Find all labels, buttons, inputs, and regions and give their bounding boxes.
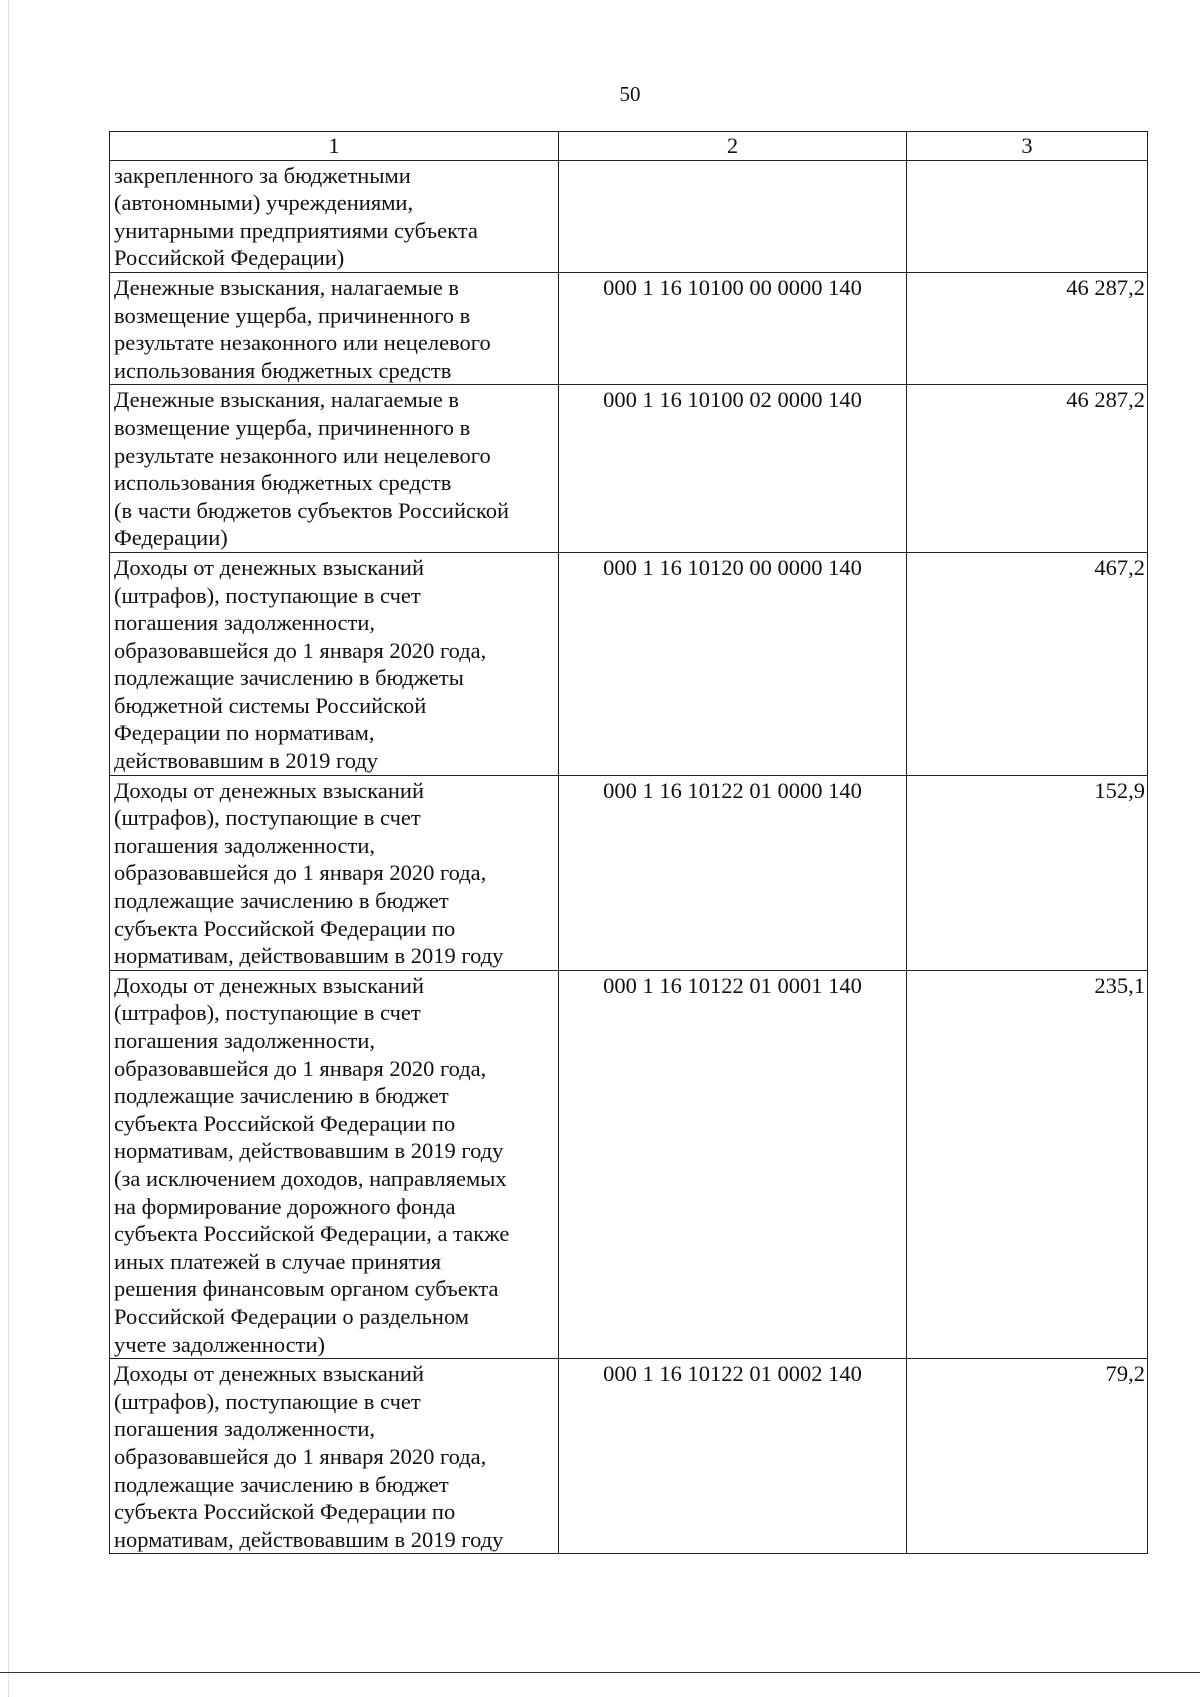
budget-code-cell: 000 1 16 10120 00 0000 140 — [559, 552, 907, 775]
budget-code-cell: 000 1 16 10122 01 0000 140 — [559, 775, 907, 970]
amount-cell: 46 287,2 — [907, 272, 1148, 384]
revenue-name-cell: Доходы от денежных взысканий (штрафов), поступающие в счет погашения задолженности, образовавшейся до 1 января 2020 года, подлежащие зачислению в бюджет субъекта Российской Федерации по нормативам, действовавшим в 2019 году — [110, 775, 559, 970]
table-row — [110, 160, 1148, 272]
column-header-code: 2 — [559, 132, 907, 161]
budget-code-cell: 000 1 16 10122 01 0001 140 — [559, 970, 907, 1358]
table-row — [110, 970, 1148, 1358]
amount-cell: 152,9 — [907, 775, 1148, 970]
header-row — [110, 132, 1148, 161]
budget-code-cell — [559, 160, 907, 272]
scan-edge-shadow — [8, 0, 9, 1697]
table-row — [110, 385, 1148, 553]
table-row — [110, 552, 1148, 775]
revenue-name-cell: Денежные взыскания, налагаемые в возмещение ущерба, причиненного в результате незаконного или нецелевого использования бюджетных средств — [110, 272, 559, 384]
budget-code-cell: 000 1 16 10122 01 0002 140 — [559, 1359, 907, 1554]
table-row — [110, 272, 1148, 384]
column-header-name: 1 — [110, 132, 559, 161]
column-header-amount: 3 — [907, 132, 1148, 161]
revenue-name-cell: Денежные взыскания, налагаемые в возмещение ущерба, причиненного в результате незаконного или нецелевого использования бюджетных средств (в части бюджетов субъектов Российской Федерации) — [110, 385, 559, 553]
amount-cell — [907, 160, 1148, 272]
revenue-name-cell: закрепленного за бюджетными (автономными) учреждениями, унитарными предприятиями субъекта Российской Федерации) — [110, 160, 559, 272]
table-body — [110, 160, 1148, 1554]
budget-code-cell: 000 1 16 10100 00 0000 140 — [559, 272, 907, 384]
budget-revenue-table — [109, 131, 1148, 1554]
table-header — [110, 132, 1148, 161]
revenue-name-cell: Доходы от денежных взысканий (штрафов), поступающие в счет погашения задолженности, образовавшейся до 1 января 2020 года, подлежащие зачислению в бюджеты бюджетной системы Российской Федерации по нормативам, действовавшим в 2019 году — [110, 552, 559, 775]
amount-cell: 235,1 — [907, 970, 1148, 1358]
amount-cell: 46 287,2 — [907, 385, 1148, 553]
revenue-name-cell: Доходы от денежных взысканий (штрафов), поступающие в счет погашения задолженности, образовавшейся до 1 января 2020 года, подлежащие зачислению в бюджет субъекта Российской Федерации по нормативам, действовавшим в 2019 году (за исключением доходов, направляемых на формирование дорожного фонда субъекта Российской Федерации, а также иных платежей в случае принятия решения финансовым органом субъекта Российской Федерации о раздельном учете задолженности) — [110, 970, 559, 1358]
table-row — [110, 775, 1148, 970]
budget-code-cell: 000 1 16 10100 02 0000 140 — [559, 385, 907, 553]
revenue-name-cell: Доходы от денежных взысканий (штрафов), поступающие в счет погашения задолженности, образовавшейся до 1 января 2020 года, подлежащие зачислению в бюджет субъекта Российской Федерации по нормативам, действовавшим в 2019 году — [110, 1359, 559, 1554]
table-row — [110, 1359, 1148, 1554]
page-bottom-rule — [0, 1672, 1200, 1673]
amount-cell: 467,2 — [907, 552, 1148, 775]
amount-cell: 79,2 — [907, 1359, 1148, 1554]
page-number: 50 — [619, 82, 641, 106]
